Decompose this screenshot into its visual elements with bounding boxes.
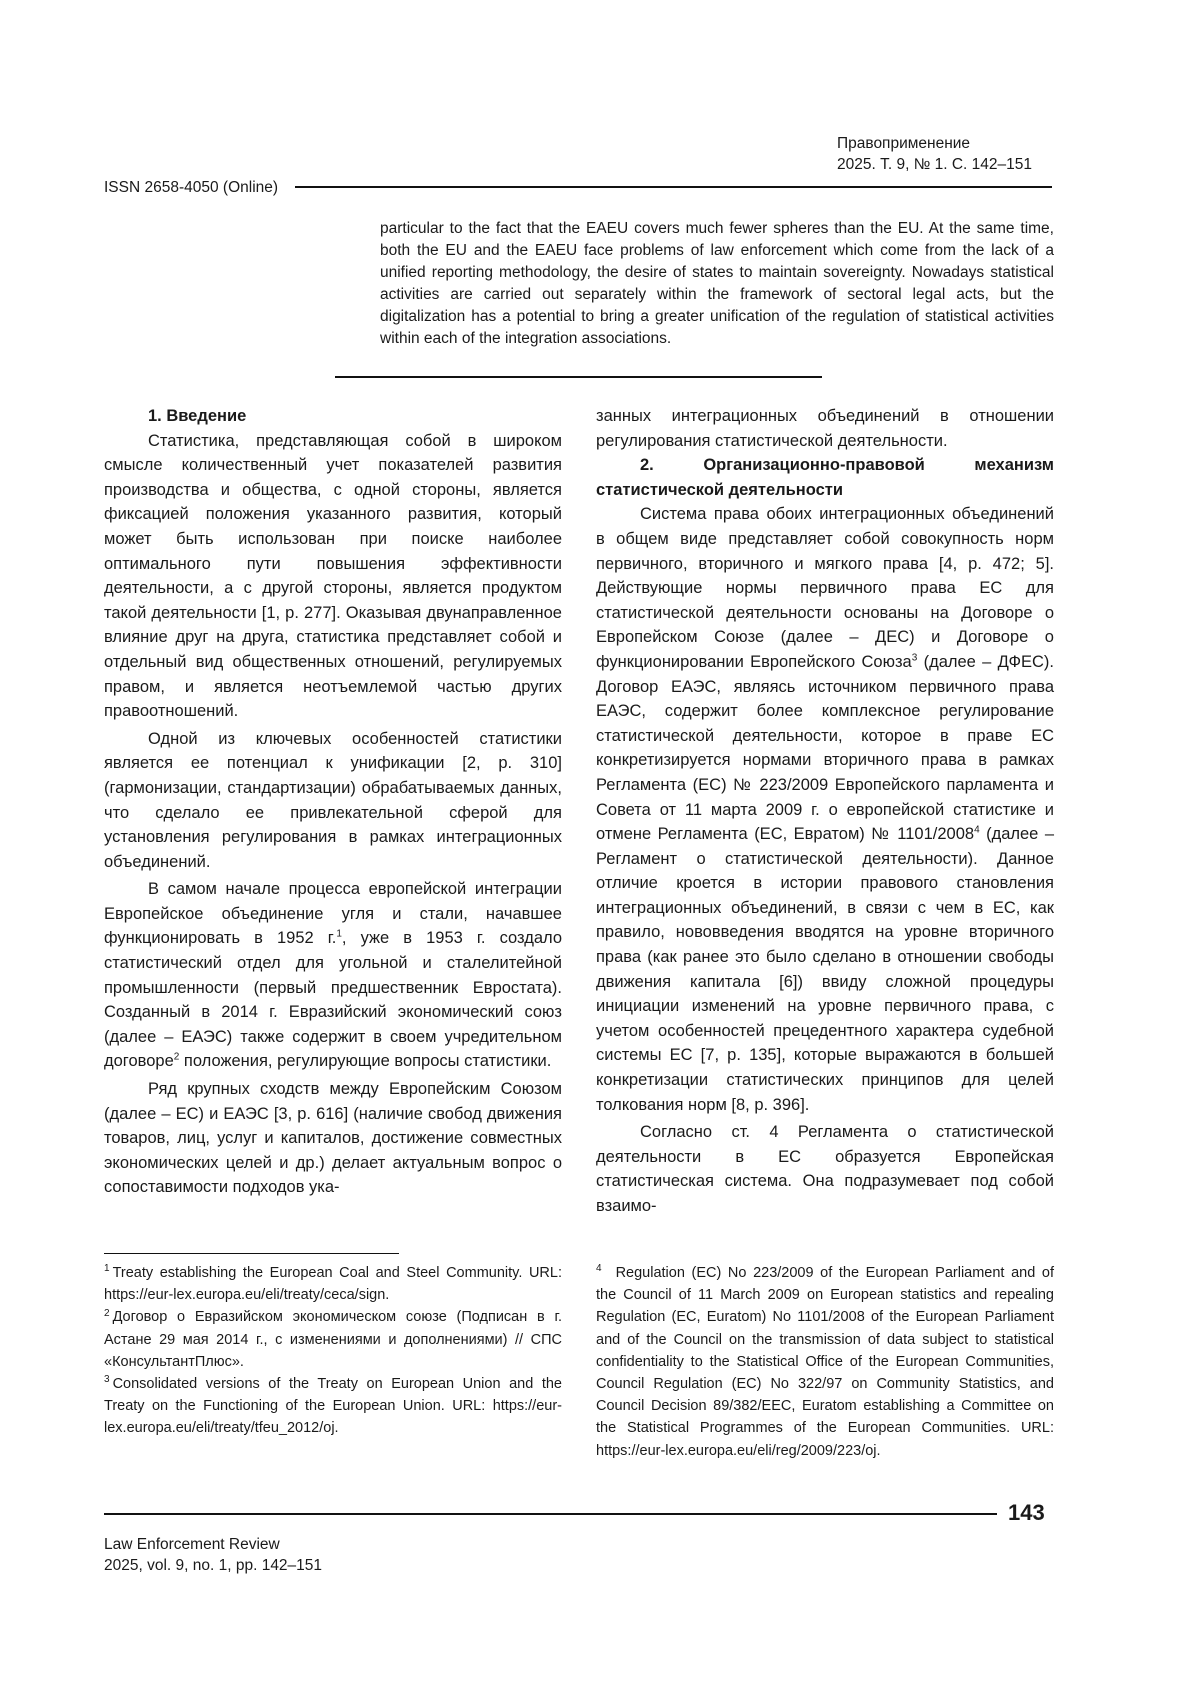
footnote-ref-1[interactable]: 1 — [336, 928, 342, 940]
footnote-mark: 4 — [596, 1263, 602, 1275]
header-rule — [295, 186, 1052, 188]
footer-rule — [104, 1513, 997, 1515]
footnote-mark: 2 — [104, 1307, 110, 1319]
paragraph: Одной из ключевых особенностей статистики является ее потенциал к унификации [2, p. 310] (гармонизации, стандартизации) обрабатываемых данных, что сделало ее привлекательной сферой для установления регулирования в рамках интеграционных объединений. — [104, 729, 562, 871]
footnote-1 — [104, 1262, 562, 1306]
abstract-separator — [335, 376, 822, 378]
issue-info-en: 2025, vol. 9, no. 1, pp. 142–151 — [104, 1557, 323, 1574]
running-footer — [104, 1534, 322, 1576]
abstract-text: particular to the fact that the EAEU covers much fewer spheres than the EU. At the same time, both the EU and the EAEU face problems of law enforcement which come from the lack of a unified reporting methodology, the desire of states to maintain sovereignty. Nowadays statistical activities are carried out separately within the framework of sectoral legal acts, but the digitalization has a potential to bring a greater unification of the regulation of statistical activities within each of the integration associations. — [380, 220, 1054, 347]
text-run: (далее – ДФЕС). Договор ЕАЭС, являясь источником первичного права ЕАЭС, содержит более комплексное регулирование статистической деятельности, которое в праве ЕС конкретизируется нормами вторичного права в рамках Регламента (ЕС) № 223/2009 Европейского парламента и Совета от 11 марта 2009 г. о европейской статистике и отмене Регламента (ЕС, Евратом) № 1101/2008 — [596, 652, 1054, 844]
journal-title-en: Law Enforcement Review — [104, 1536, 280, 1553]
paragraph: Ряд крупных сходств между Европейским Союзом (далее – ЕС) и ЕАЭС [3, p. 616] (наличие свобод движения товаров, лиц, услуг и капиталов, достижение совместных экономических целей и др.) делает актуальным вопрос о сопоставимости подходов ука- — [104, 1080, 562, 1197]
paragraph: Согласно ст. 4 Регламента о статистической деятельности в ЕС образуется Европейская статистическая система. Она подразумевает под собой взаимо- — [596, 1123, 1054, 1215]
footnotes-left — [104, 1262, 562, 1440]
footnotes-right — [596, 1262, 1054, 1462]
footnote-4 — [596, 1262, 1054, 1462]
footnote-ref-4[interactable]: 4 — [974, 824, 980, 836]
footnote-3 — [104, 1373, 562, 1440]
footnote-mark: 1 — [104, 1263, 110, 1275]
footnote-ref-3[interactable]: 3 — [911, 652, 918, 664]
text-run: положения, регулирующие вопросы статистики. — [179, 1052, 552, 1071]
footnote-mark: 3 — [104, 1374, 110, 1386]
section-heading-mechanism: 2. Организационно-правовой механизм статистической деятельности — [596, 456, 1054, 499]
page-number: 143 — [1008, 1500, 1045, 1525]
text-run: (далее – Регламент о статистической деятельности). Данное отличие кроется в истории правового становления интеграционных объединений, в связи с чем в ЕС, как правило, нововведения вводятся на уровне вторичного права (как ранее это было сделано в отношении свободы движения капитала [6]) ввиду сложной процедуры инициации изменений на уровне первичного права, с учетом особенностей прецедентного характера судебной системы ЕС [7, p. 135], которые выражаются в большей конкретизации статистических принципов для целей толкования норм [8, p. 396]. — [596, 825, 1054, 1114]
footnote-text: Договор о Евразийском экономическом союзе (Подписан в г. Астане 29 мая 2014 г., с изменениями и дополнениями) // СПС «КонсультантПлюс». — [104, 1309, 562, 1370]
paragraph — [596, 502, 1054, 1117]
footnote-text: Consolidated versions of the Treaty on European Union and the Treaty on the Functioning of the European Union. URL: https://eur-lex.europa.eu/eli/treaty/tfeu_2012/oj. — [104, 1376, 562, 1437]
text-run: Система права обоих интеграционных объединений в общем виде представляет собой совокупность норм первичного, вторичного и мягкого права [4, p. 472; 5]. Действующие нормы первичного права ЕС для статистической деятельности основаны на Договоре о Европейском Союзе (далее – ДЕС) и Договоре о функционировании Европейского Союза — [596, 505, 1054, 671]
paragraph — [104, 877, 562, 1074]
journal-title-ru: Правоприменение — [837, 135, 971, 152]
body-column-left — [104, 404, 562, 1200]
footnote-separator — [104, 1253, 399, 1254]
footnote-text: Regulation (EC) No 223/2009 of the European Parliament and of the Council of 11 March 2009 on European statistics and repealing Regulation (EC, Euratom) No 1101/2008 of the European Parliament and of the Council on the transmission of data subject to statistical confidentiality to the Statistical Office of the European Communities, Council Regulation (EC) No 322/97 on Community Statistics, and Council Decision 89/382/EEC, Euratom establishing a Committee on the Statistical Programmes of the European Communities. URL: https://eur-lex.europa.eu/eli/reg/2009/223/oj. — [596, 1265, 1054, 1459]
paragraph: Статистика, представляющая собой в широком смысле количественный учет показателей развития производства и общества, с одной стороны, является фиксацией положения указанного развития, который может быть использован при поиске наиболее оптимального пути повышения эффективности деятельности, а с другой стороны, является продуктом такой деятельности [1, p. 277]. Оказывая двунаправленное влияние друг на друга, статистика представляет собой и отдельный вид общественных отношений, регулируемых правом, и является неотъемлемой частью других правоотношений. — [104, 431, 562, 721]
body-column-right — [596, 404, 1054, 1219]
footnote-text: Treaty establishing the European Coal and Steel Community. URL: https://eur-lex.europa.eu/eli/treaty/ceca/sign. — [104, 1265, 562, 1304]
text-run: В самом начале процесса европейской интеграции Европейское объединение угля и стали, начавшее функционировать в 1952 г. — [104, 880, 562, 948]
footnote-ref-2[interactable]: 2 — [173, 1051, 180, 1063]
abstract-continuation — [380, 218, 1054, 350]
paragraph: занных интеграционных объединений в отношении регулирования статистической деятельности. — [596, 407, 1054, 450]
running-header-right — [837, 133, 1032, 175]
section-heading-introduction: 1. Введение — [148, 407, 247, 425]
issue-info-ru: 2025. Т. 9, № 1. С. 142–151 — [837, 156, 1033, 173]
issn-label: ISSN 2658-4050 (Online) — [104, 179, 279, 196]
footnote-2 — [104, 1306, 562, 1373]
text-run: , уже в 1953 г. создало статистический отдел для угольной и сталелитейной промышленности (первый предшественник Евростата). Созданный в 2014 г. Евразийский экономический союз (далее – ЕАЭС) также содержит в своем учредительном договоре — [104, 929, 563, 1071]
